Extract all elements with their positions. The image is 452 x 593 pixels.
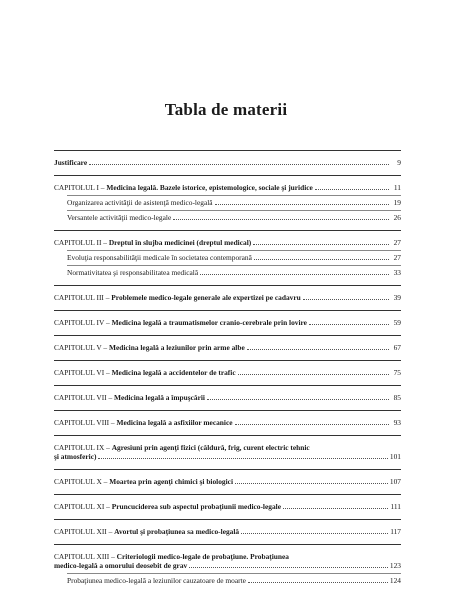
page-number: 124 [389,576,401,585]
leader-dots [98,457,387,459]
chapter-label [54,502,281,511]
chapter-prefix: CAPITOLUL III – [54,293,112,302]
toc-section [54,360,401,385]
chapter-title: Moartea prin agenţi chimici şi biologici [109,477,234,486]
chapter-title: Medicina legală a accidentelor de trafic [111,368,236,377]
toc-section [54,175,401,230]
chapter-prefix: CAPITOLUL V – [54,343,109,352]
toc-entry[interactable] [54,393,401,402]
sub-divider [67,210,401,211]
leader-dots [253,243,389,245]
page-number: 117 [390,527,401,536]
chapter-prefix: CAPITOLUL I – [54,183,107,192]
toc-entry[interactable] [54,158,401,167]
chapter-label [54,418,233,427]
page-number: 9 [397,158,401,167]
subentry-label: Normativitatea şi responsabilitatea medicală [67,268,199,277]
leader-dots [235,423,389,425]
chapter-label [54,393,205,402]
toc-entry[interactable] [54,477,401,486]
toc-section [54,385,401,410]
chapter-label [54,318,307,327]
leader-dots [235,482,388,484]
chapter-prefix: CAPITOLUL XII – [54,527,115,536]
sub-divider [67,573,401,574]
toc-section [54,469,401,494]
toc-entry[interactable] [54,343,401,352]
chapter-title: Medicina legală a traumatismelor cranio-cerebrale prin lovire [111,318,307,327]
chapter-prefix: CAPITOLUL VIII – [54,418,117,427]
chapter-prefix: CAPITOLUL II – [54,238,109,247]
page-number: 26 [393,213,401,222]
leader-dots [215,203,389,205]
chapter-label [54,527,239,536]
subentry-label: Probaţiunea medico-legală a leziunilor cauzatoare de moarte [67,576,246,585]
toc-entry[interactable] [54,502,401,511]
page-number: 123 [389,561,401,570]
toc-entry[interactable] [54,368,401,377]
toc-section [54,544,401,593]
table-of-contents [54,150,401,593]
page-number: 39 [393,293,401,302]
chapter-prefix: CAPITOLUL XIII – [54,552,117,561]
toc-subentry[interactable] [54,213,401,222]
leader-dots [303,298,389,300]
sub-divider [67,250,401,251]
subentry-label: Organizarea activităţii de asistenţă medico-legală [67,198,213,207]
sub-divider [67,265,401,266]
chapter-title: Agresiuni prin agenţi fizici (căldură, frig, curent electric tehnic [111,443,310,452]
page-number: 27 [393,238,401,247]
leader-dots [241,532,388,534]
page-number: 67 [393,343,401,352]
toc-entry[interactable] [54,418,401,427]
toc-section [54,410,401,435]
toc-section [54,150,401,175]
chapter-prefix: CAPITOLUL XI – [54,502,112,511]
chapter-title: Pruncuciderea sub aspectul probaţiunii medico-legale [111,502,281,511]
toc-entry[interactable] [54,561,401,570]
leader-dots [254,258,389,260]
page-number: 19 [393,198,401,207]
page-number: 93 [393,418,401,427]
toc-entry[interactable] [54,238,401,247]
leader-dots [315,188,389,190]
chapter-title: Medicina legală a leziunilor prin arme albe [108,343,245,352]
chapter-title: Medicina legală a împuşcării [114,393,205,402]
toc-section [54,435,401,469]
toc-entry-line [54,552,401,561]
chapter-title-cont: medico-legală a omorului deosebit de grav [54,561,188,570]
chapter-title: Criteriologii medico-legale de probaţiune. Probaţiunea [116,552,289,561]
toc-entry[interactable] [54,527,401,536]
page-number: 75 [393,368,401,377]
page-title: Tabla de materii [164,100,288,119]
toc-subentry[interactable] [54,253,401,262]
leader-dots [247,348,389,350]
subentry-label: Versantele activităţii medico-legale [67,213,172,222]
chapter-title: Medicina legală. Bazele istorice, epistemologice, sociale şi juridice [106,183,313,192]
leader-dots [238,373,389,375]
chapter-label [54,343,245,352]
chapter-title-cont: şi atmosferic) [54,452,97,461]
toc-entry[interactable] [54,318,401,327]
chapter-prefix: CAPITOLUL IV – [54,318,112,327]
leader-dots [173,218,389,220]
toc-section [54,494,401,519]
chapter-label [54,158,87,167]
leader-dots [207,398,389,400]
toc-entry[interactable] [54,183,401,192]
leader-dots [200,273,389,275]
page-number: 111 [390,502,401,511]
toc-section [54,519,401,544]
page-number: 11 [393,183,401,192]
toc-section [54,285,401,310]
toc-entry[interactable] [54,452,401,461]
page-number: 85 [393,393,401,402]
toc-subentry[interactable] [54,198,401,207]
chapter-title: Medicina legală a asfixiilor mecanice [116,418,233,427]
chapter-title: Problemele medico-legale generale ale expertizei pe cadavru [111,293,301,302]
leader-dots [283,507,388,509]
leader-dots [89,163,389,165]
chapter-title: Justificare [54,158,88,167]
leader-dots [248,581,388,583]
chapter-label [54,293,301,302]
toc-section [54,335,401,360]
sub-divider [67,195,401,196]
chapter-label [54,238,251,247]
page-number: 101 [389,452,401,461]
chapter-label [54,183,313,192]
toc-entry-line [54,443,401,452]
page-number: 107 [389,477,401,486]
chapter-label [54,368,236,377]
subentry-label: Evoluţia responsabilităţii medicale în societatea contemporană [67,253,252,262]
page-number: 59 [393,318,401,327]
toc-entry[interactable] [54,293,401,302]
page-number: 27 [393,253,401,262]
toc-section [54,310,401,335]
page-number: 33 [393,268,401,277]
chapter-title: Dreptul în slujba medicinei (dreptul medical) [108,238,252,247]
toc-subentry[interactable] [54,268,401,277]
leader-dots [189,566,388,568]
chapter-label [54,477,233,486]
chapter-prefix: CAPITOLUL VI – [54,368,112,377]
chapter-prefix: CAPITOLUL X – [54,477,110,486]
toc-section [54,230,401,285]
chapter-prefix: CAPITOLUL VII – [54,393,115,402]
leader-dots [309,323,389,325]
chapter-title: Avortul şi probaţiunea sa medico-legală [114,527,240,536]
chapter-prefix: CAPITOLUL IX – [54,443,112,452]
